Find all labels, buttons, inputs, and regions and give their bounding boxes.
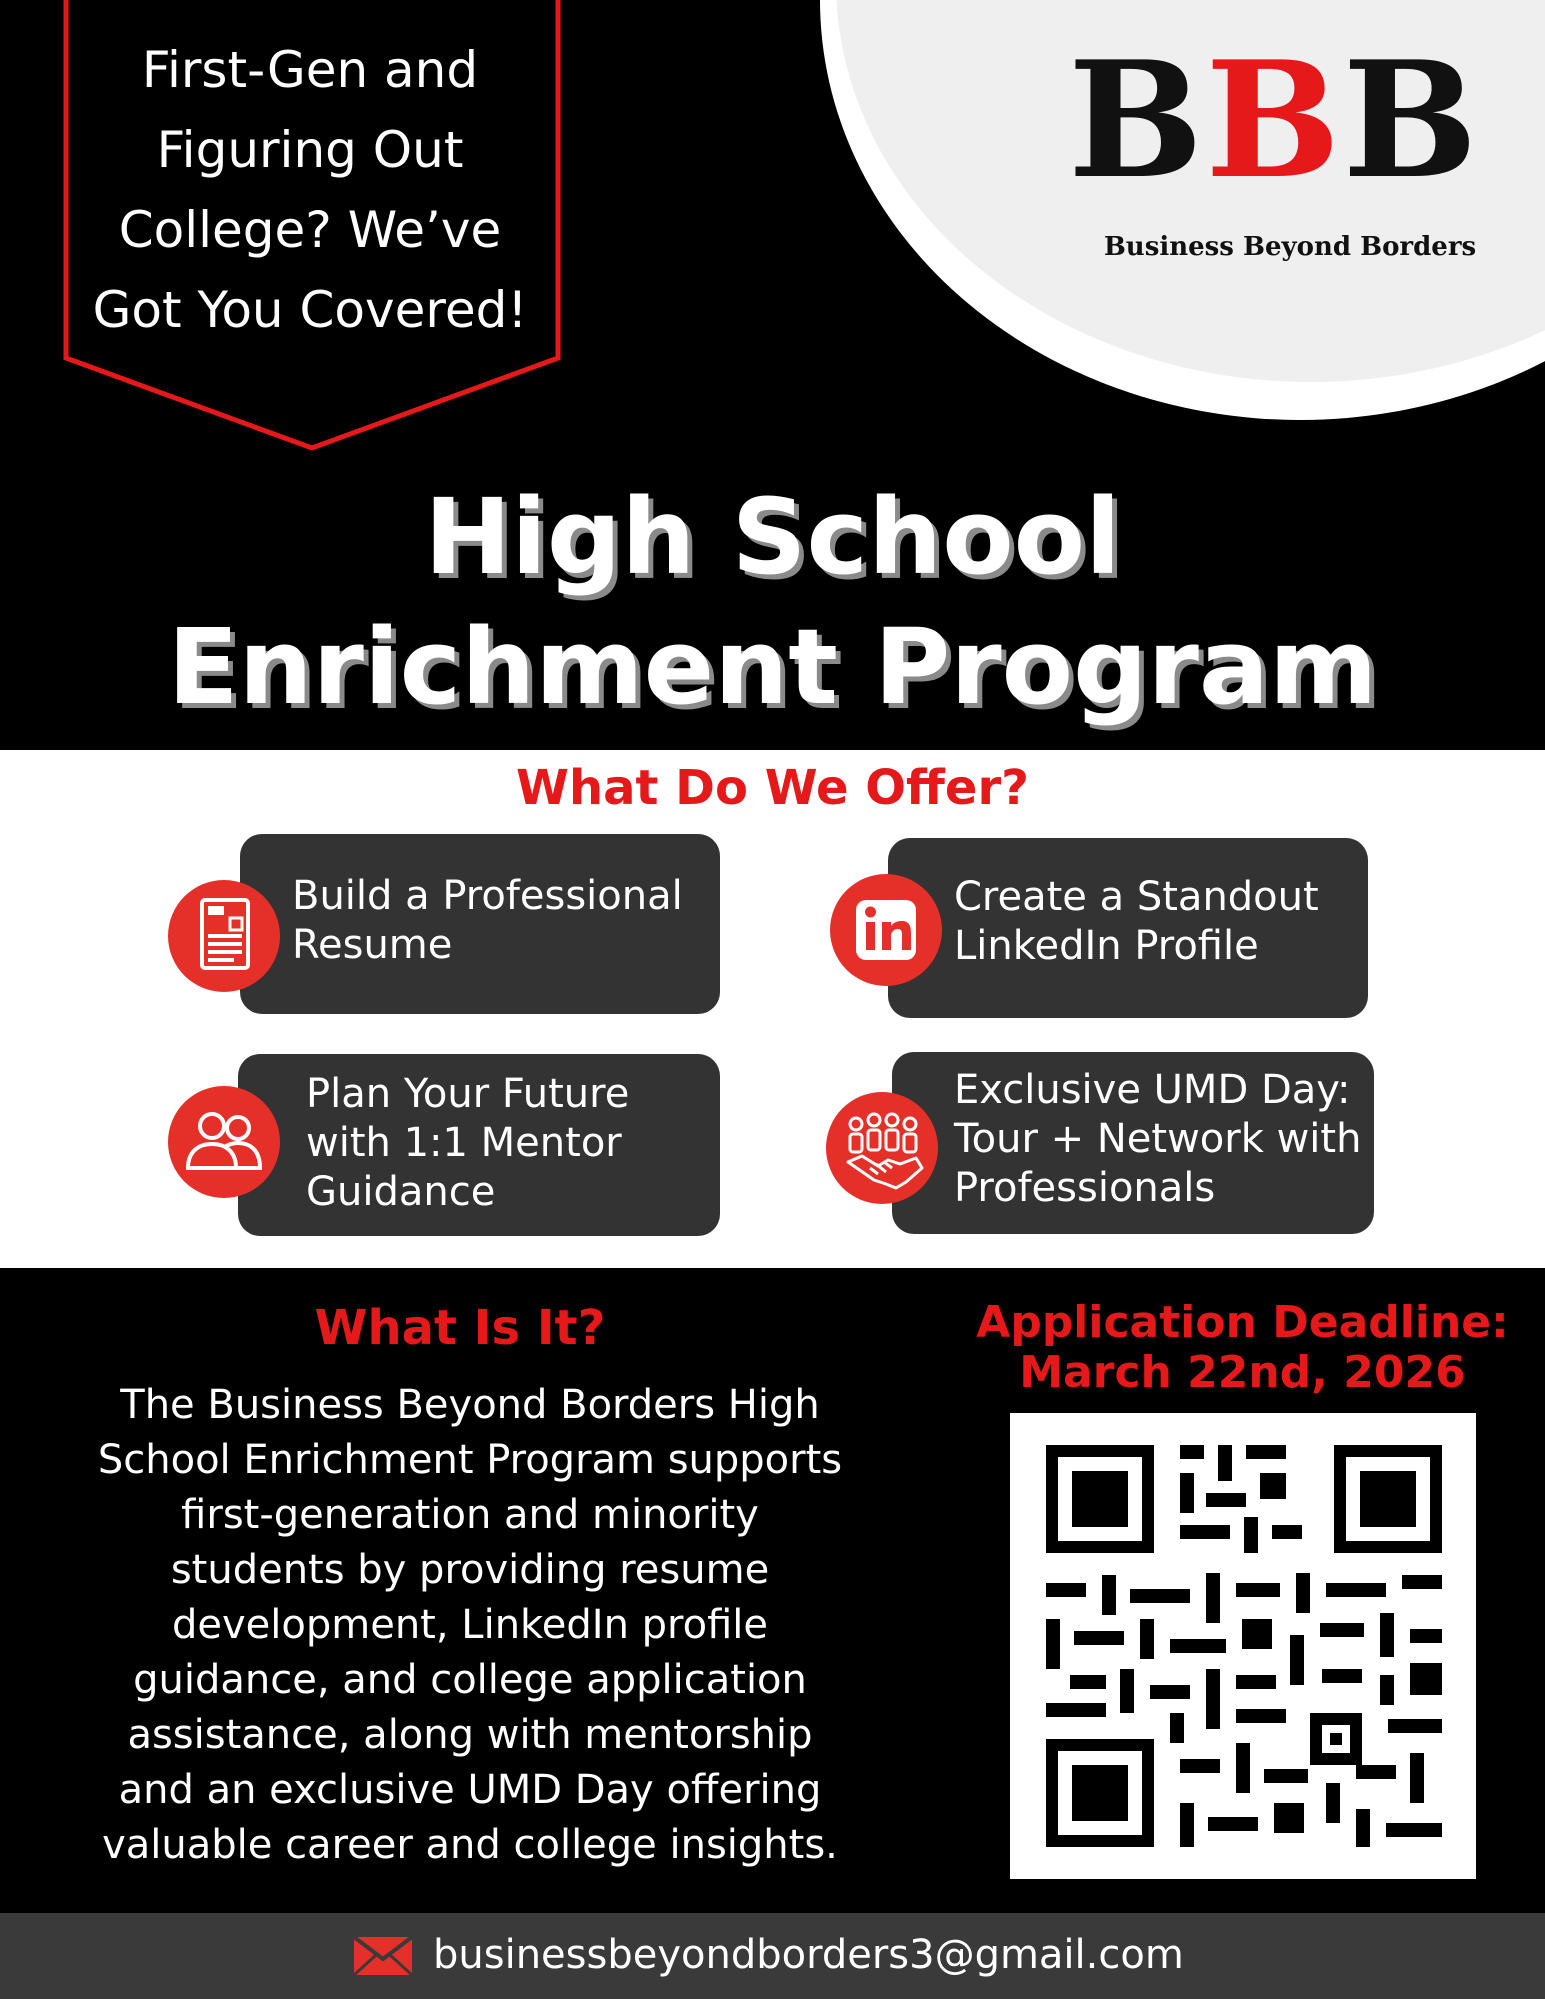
handshake-network-icon	[826, 1092, 938, 1204]
about-body: The Business Beyond Borders High School Enrichment Program supports first-generation and minority students by providing resume development, LinkedIn profile guidance, and college application assistance, along with mentorship and an exclusive UMD Day offering valuable career and college insights.	[97, 1382, 843, 1868]
offer-section	[0, 750, 1545, 1268]
about-section	[0, 1268, 1545, 1913]
banner-text: First-Gen and Figuring Out College? We’ve Got You Covered!	[92, 41, 528, 339]
qr-code[interactable]	[1010, 1413, 1476, 1879]
resume-cv-icon	[168, 880, 280, 992]
offer-card-resume-text: Build a Professional Resume	[292, 873, 683, 968]
contact-email-link[interactable]: businessbeyondborders3@gmail.com	[433, 1932, 1184, 1978]
application-deadline: Application Deadline: March 22nd, 2026	[976, 1297, 1509, 1398]
offer-heading: What Do We Offer?	[516, 760, 1029, 816]
footer	[0, 1913, 1545, 1999]
mentor-people-icon	[168, 1086, 280, 1198]
offer-card-umd-day-text: Exclusive UMD Day: Tour + Network with Professionals	[954, 1067, 1362, 1211]
logo-tagline: Business Beyond Borders	[1103, 232, 1477, 262]
logo-mark: BBB	[1068, 26, 1480, 214]
email-envelope-icon	[352, 1935, 414, 1977]
offer-card-linkedin-text: Create a Standout LinkedIn Profile	[954, 874, 1319, 969]
header-section	[0, 0, 1545, 750]
about-heading: What Is It?	[314, 1300, 606, 1356]
linkedin-icon	[830, 874, 942, 986]
offer-card-mentor-text: Plan Your Future with 1:1 Mentor Guidance	[306, 1071, 630, 1215]
qr-code-graphic	[1010, 1413, 1476, 1879]
page-title: High School Enrichment Program	[167, 476, 1378, 728]
